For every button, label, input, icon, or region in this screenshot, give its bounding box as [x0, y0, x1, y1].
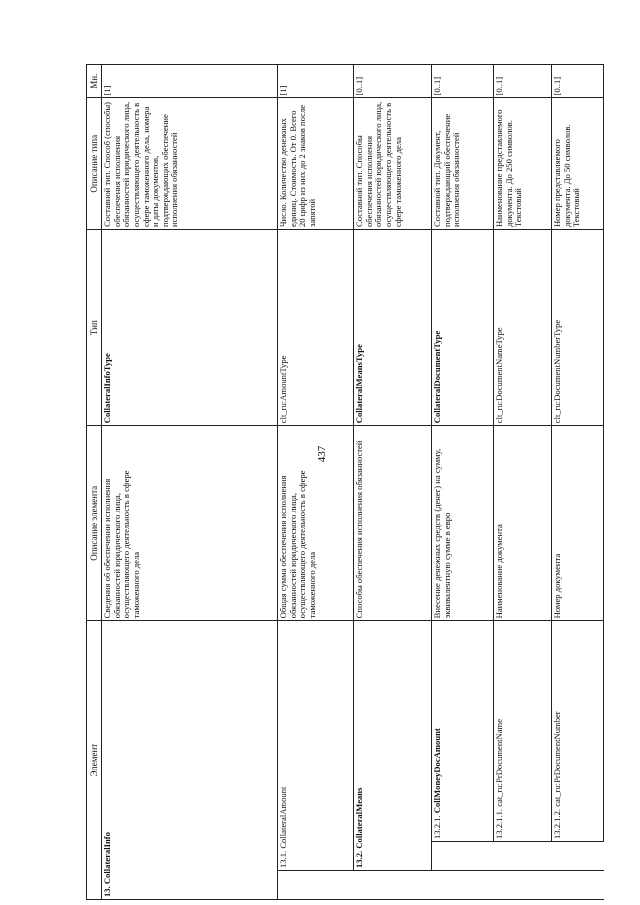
- element-number: 13.2.: [354, 850, 365, 869]
- table-header-row: [87, 65, 102, 900]
- header-element: Элемент: [87, 621, 102, 900]
- element-name: CollateralInfo: [102, 832, 113, 885]
- element-name-cell: [278, 621, 354, 871]
- type-cell: clt_ru:AmountType: [278, 230, 354, 426]
- table-row: [494, 65, 552, 900]
- type-description-cell: Наименование представляемого документа. До 250 символов. Текстовый: [494, 98, 552, 230]
- element-description-cell: Внесение денежных средств (денег) на сумму, эквивалентную сумме в евро: [432, 426, 494, 621]
- element-description-cell: Сведения об обеспечении исполнения обязанностей юридического лица, осуществляющего деятельность в сфере таможенного дела: [102, 426, 278, 621]
- multiplicity-cell: [0..1]: [494, 65, 552, 98]
- type-description-cell: Число. Количество денежных единиц. Стоимость. От 0. Всего 20 цифр из них до 2 знаков после запятой: [278, 98, 354, 230]
- element-name: cat_ru:PrDocumentNumber: [552, 711, 563, 807]
- type-cell: CollateralDocumentType: [432, 230, 494, 426]
- element-name-cell: [432, 621, 494, 842]
- table-row: [102, 65, 278, 900]
- header-type-description: Описание типа: [87, 98, 102, 230]
- indent-cell: [354, 871, 432, 900]
- element-number: 13.2.1.: [432, 815, 443, 840]
- header-element-description: Описание элемента: [87, 426, 102, 621]
- element-number: 13.: [102, 886, 113, 897]
- element-table: [86, 64, 604, 900]
- table-row: [354, 65, 432, 900]
- element-number: 13.2.1.1.: [494, 808, 505, 840]
- type-description-cell: Составной тип. Документ, подтверждающий обеспечение исполнения обязанностей: [432, 98, 494, 230]
- element-name: CollateralAmount: [278, 786, 289, 849]
- type-cell: clt_ru:DocumentNameType: [494, 230, 552, 426]
- table-row: [278, 65, 354, 900]
- multiplicity-cell: [0..1]: [354, 65, 432, 98]
- element-name-cell: [102, 621, 278, 900]
- element-name-cell: [354, 621, 432, 871]
- type-cell: CollateralInfoType: [102, 230, 278, 426]
- header-multiplicity: Мн.: [87, 65, 102, 98]
- element-name: CollMoneyDocAmount: [432, 728, 443, 814]
- type-description-cell: Номер представляемого документа. До 50 символов. Текстовый: [552, 98, 604, 230]
- indent-cell: [432, 871, 494, 900]
- element-description-cell: Способы обеспечения исполнения обязанностей: [354, 426, 432, 621]
- type-description-cell: Составной тип. Способы обеспечения исполнения обязанностей юридического лица, осуществляющего деятельность в сфере таможенного дела: [354, 98, 432, 230]
- element-description-cell: Номер документа: [552, 426, 604, 621]
- table-frame: [86, 64, 582, 900]
- multiplicity-cell: [1]: [102, 65, 278, 98]
- table-row: [552, 65, 604, 900]
- type-cell: clt_ru:DocumentNumberType: [552, 230, 604, 426]
- element-description-cell: Общая сумма обеспечения исполнения обязанностей юридического лица, осуществляющего деятельность в сфере таможенного дела: [278, 426, 354, 621]
- element-name: cat_ru:PrDocumentName: [494, 718, 505, 807]
- element-number: 13.2.1.2.: [552, 808, 563, 840]
- indent-cell: [494, 842, 552, 871]
- indent-cell: [552, 842, 604, 871]
- indent-cell: [552, 871, 604, 900]
- indent-cell: [432, 842, 494, 871]
- indent-cell: [494, 871, 552, 900]
- element-name-cell: [494, 621, 552, 842]
- page-number: 437: [316, 445, 328, 463]
- element-name: CollateralMeans: [354, 787, 365, 849]
- multiplicity-cell: [1]: [278, 65, 354, 98]
- table-row: [432, 65, 494, 900]
- element-name-cell: [552, 621, 604, 842]
- type-description-cell: Составной тип. Способ (способы) обеспечения исполнения обязанностей юридического лица, осуществляющего деятельность в сфере таможенного дела, номера и даты документов, подтверждающих обеспечение исполнения обязанностей: [102, 98, 278, 230]
- header-type: Тип: [87, 230, 102, 426]
- type-cell: CollateralMeansType: [354, 230, 432, 426]
- multiplicity-cell: [0..1]: [552, 65, 604, 98]
- multiplicity-cell: [0..1]: [432, 65, 494, 98]
- element-description-cell: Наименование документа: [494, 426, 552, 621]
- rotated-table-container: [86, 64, 582, 900]
- indent-cell: [278, 871, 354, 900]
- element-number: 13.1.: [278, 850, 289, 869]
